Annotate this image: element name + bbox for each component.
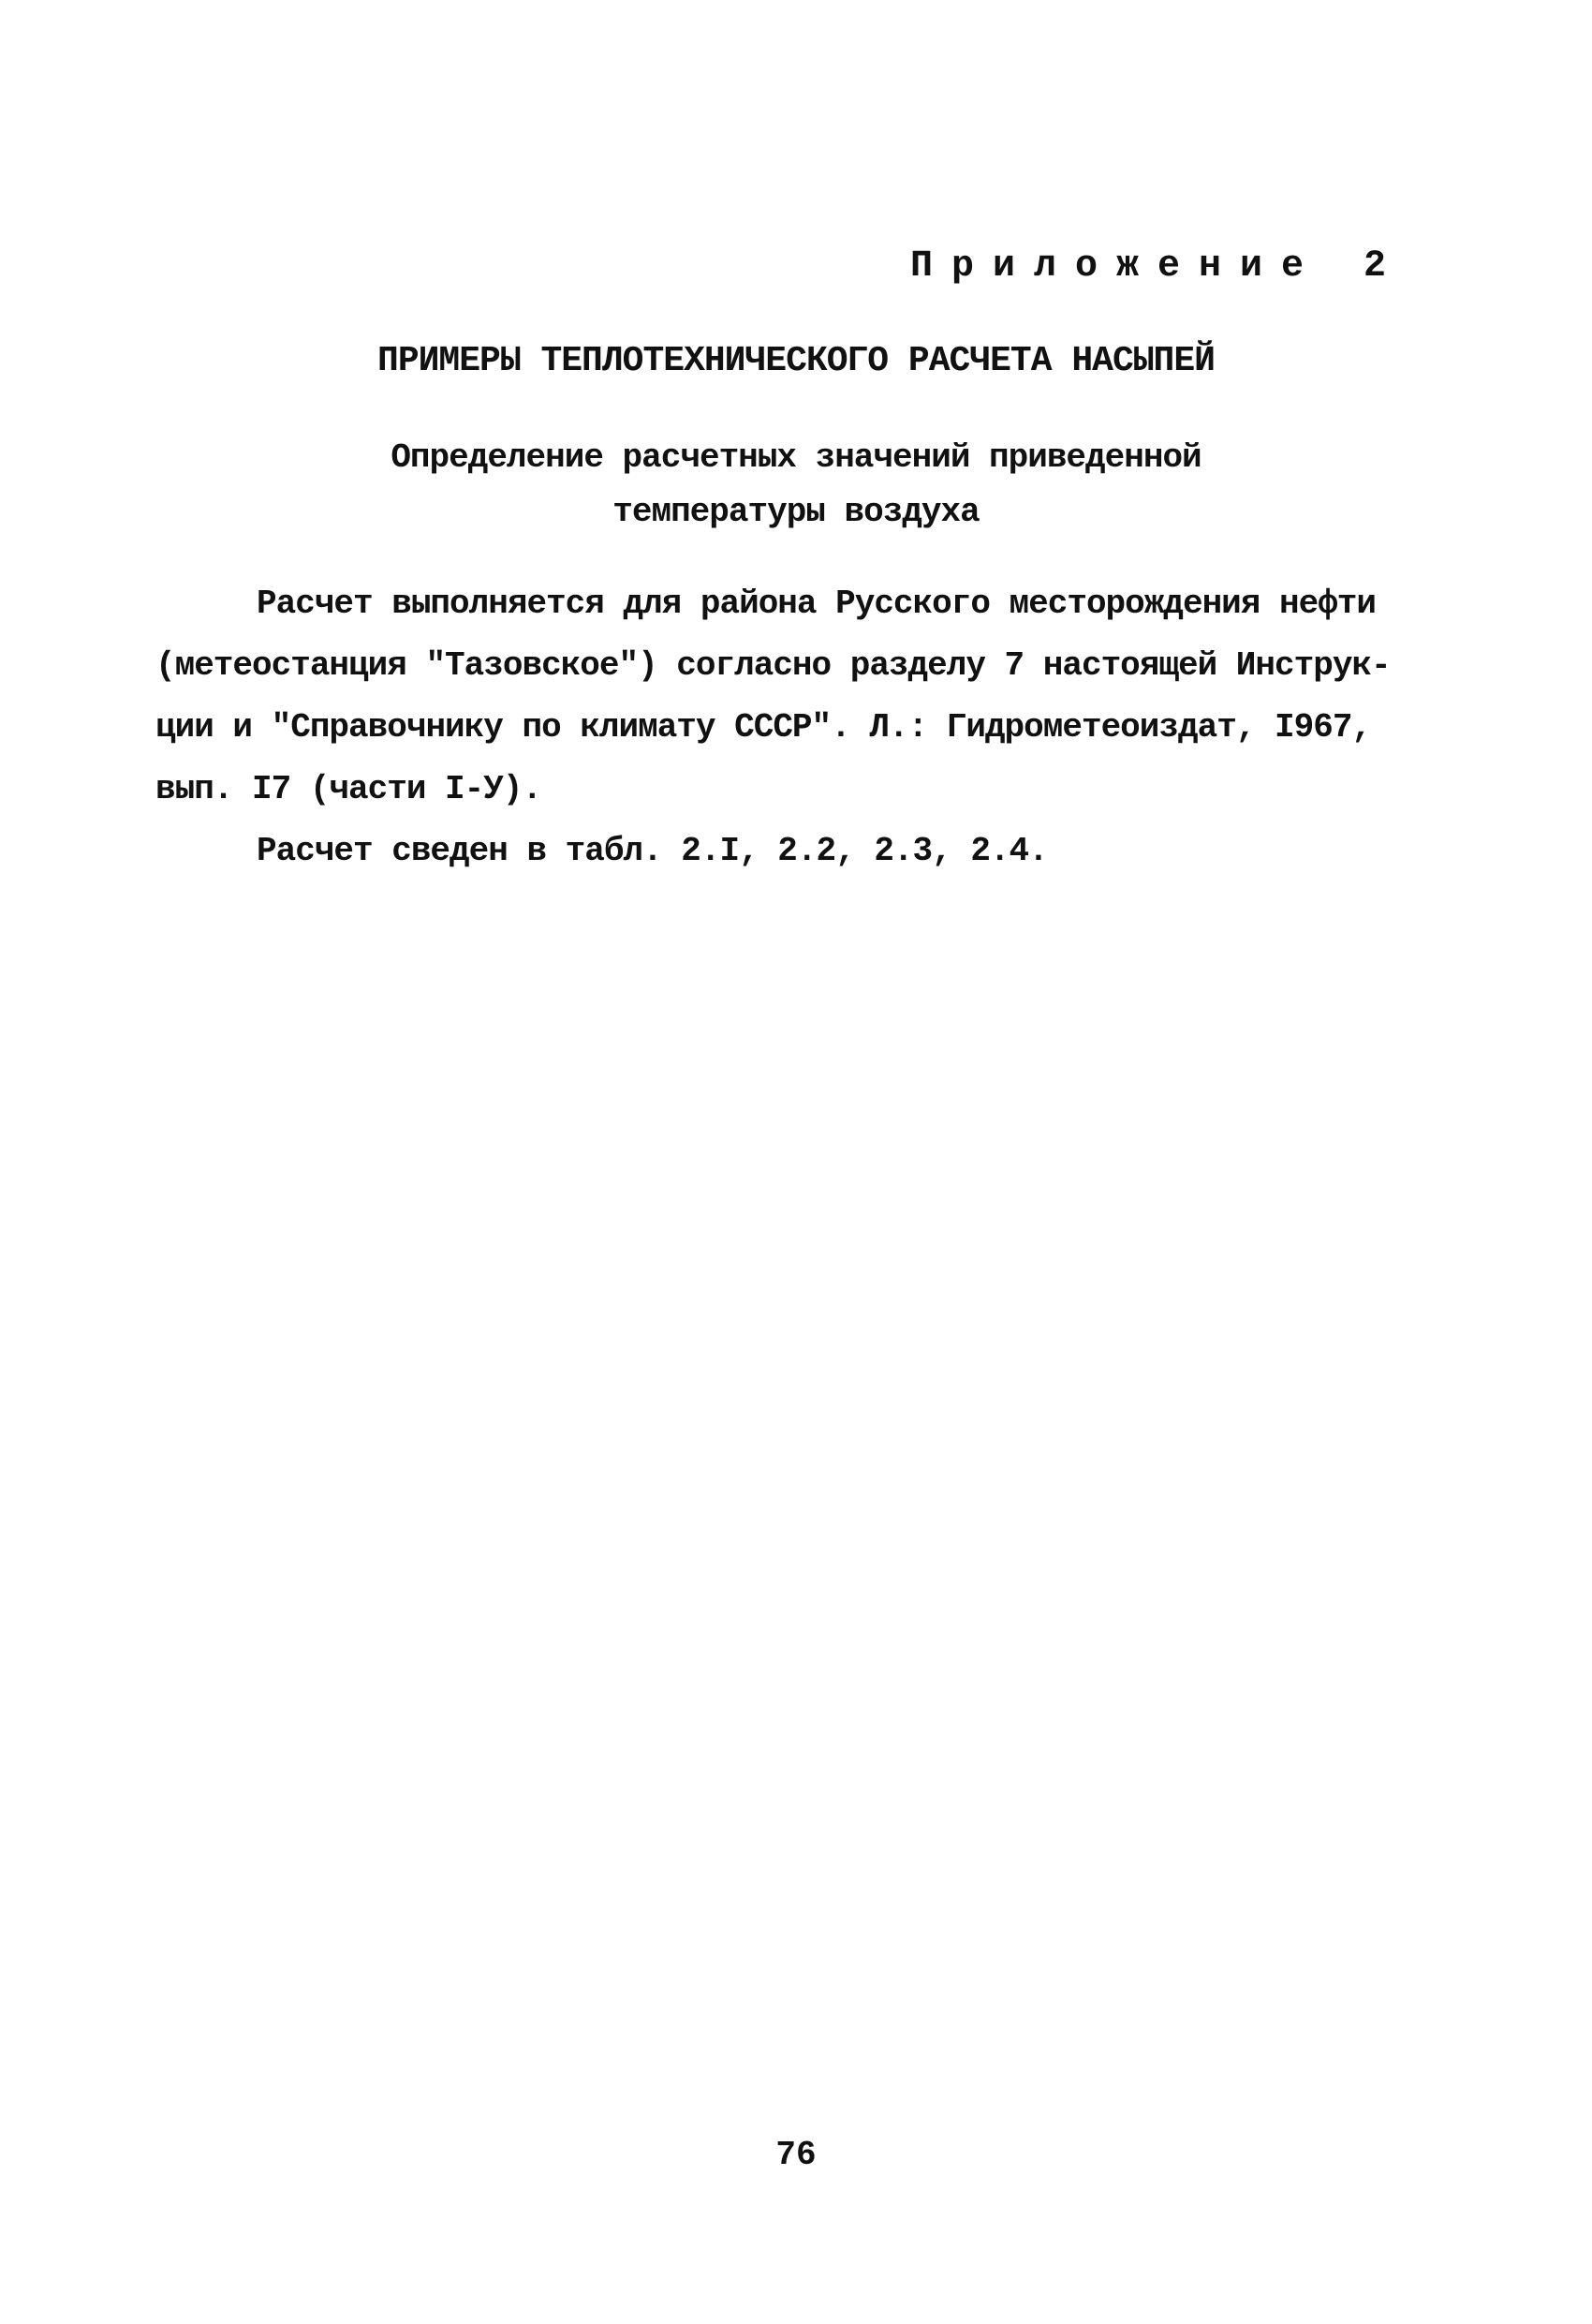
page-title: ПРИМЕРЫ ТЕПЛОТЕХНИЧЕСКОГО РАСЧЕТА НАСЫПЕЙ — [377, 341, 1215, 381]
page-number: 76 — [775, 2136, 817, 2174]
paragraph-1-line-3: ции и "Справочнику по климату СССР". Л.: Гидрометеоиздат, I967, — [155, 708, 1372, 747]
section-subtitle — [0, 431, 1592, 540]
paragraph-1-line-1: Расчет выполняется для района Русского месторождения нефти — [257, 585, 1377, 623]
paragraph-2: Расчет сведен в табл. 2.I, 2.2, 2.3, 2.4. — [257, 832, 1048, 870]
subtitle-line-1: Определение расчетных значений приведенной — [391, 438, 1201, 477]
paragraph-1-line-4: вып. I7 (части I-У). — [155, 770, 542, 808]
paragraph-1-line-2: (метеостанция "Тазовское") согласно разделу 7 настоящей Инструк- — [155, 646, 1391, 685]
subtitle-line-2: температуры воздуха — [612, 493, 980, 531]
body-text — [155, 573, 1410, 882]
appendix-label: Приложение 2 — [909, 245, 1405, 288]
